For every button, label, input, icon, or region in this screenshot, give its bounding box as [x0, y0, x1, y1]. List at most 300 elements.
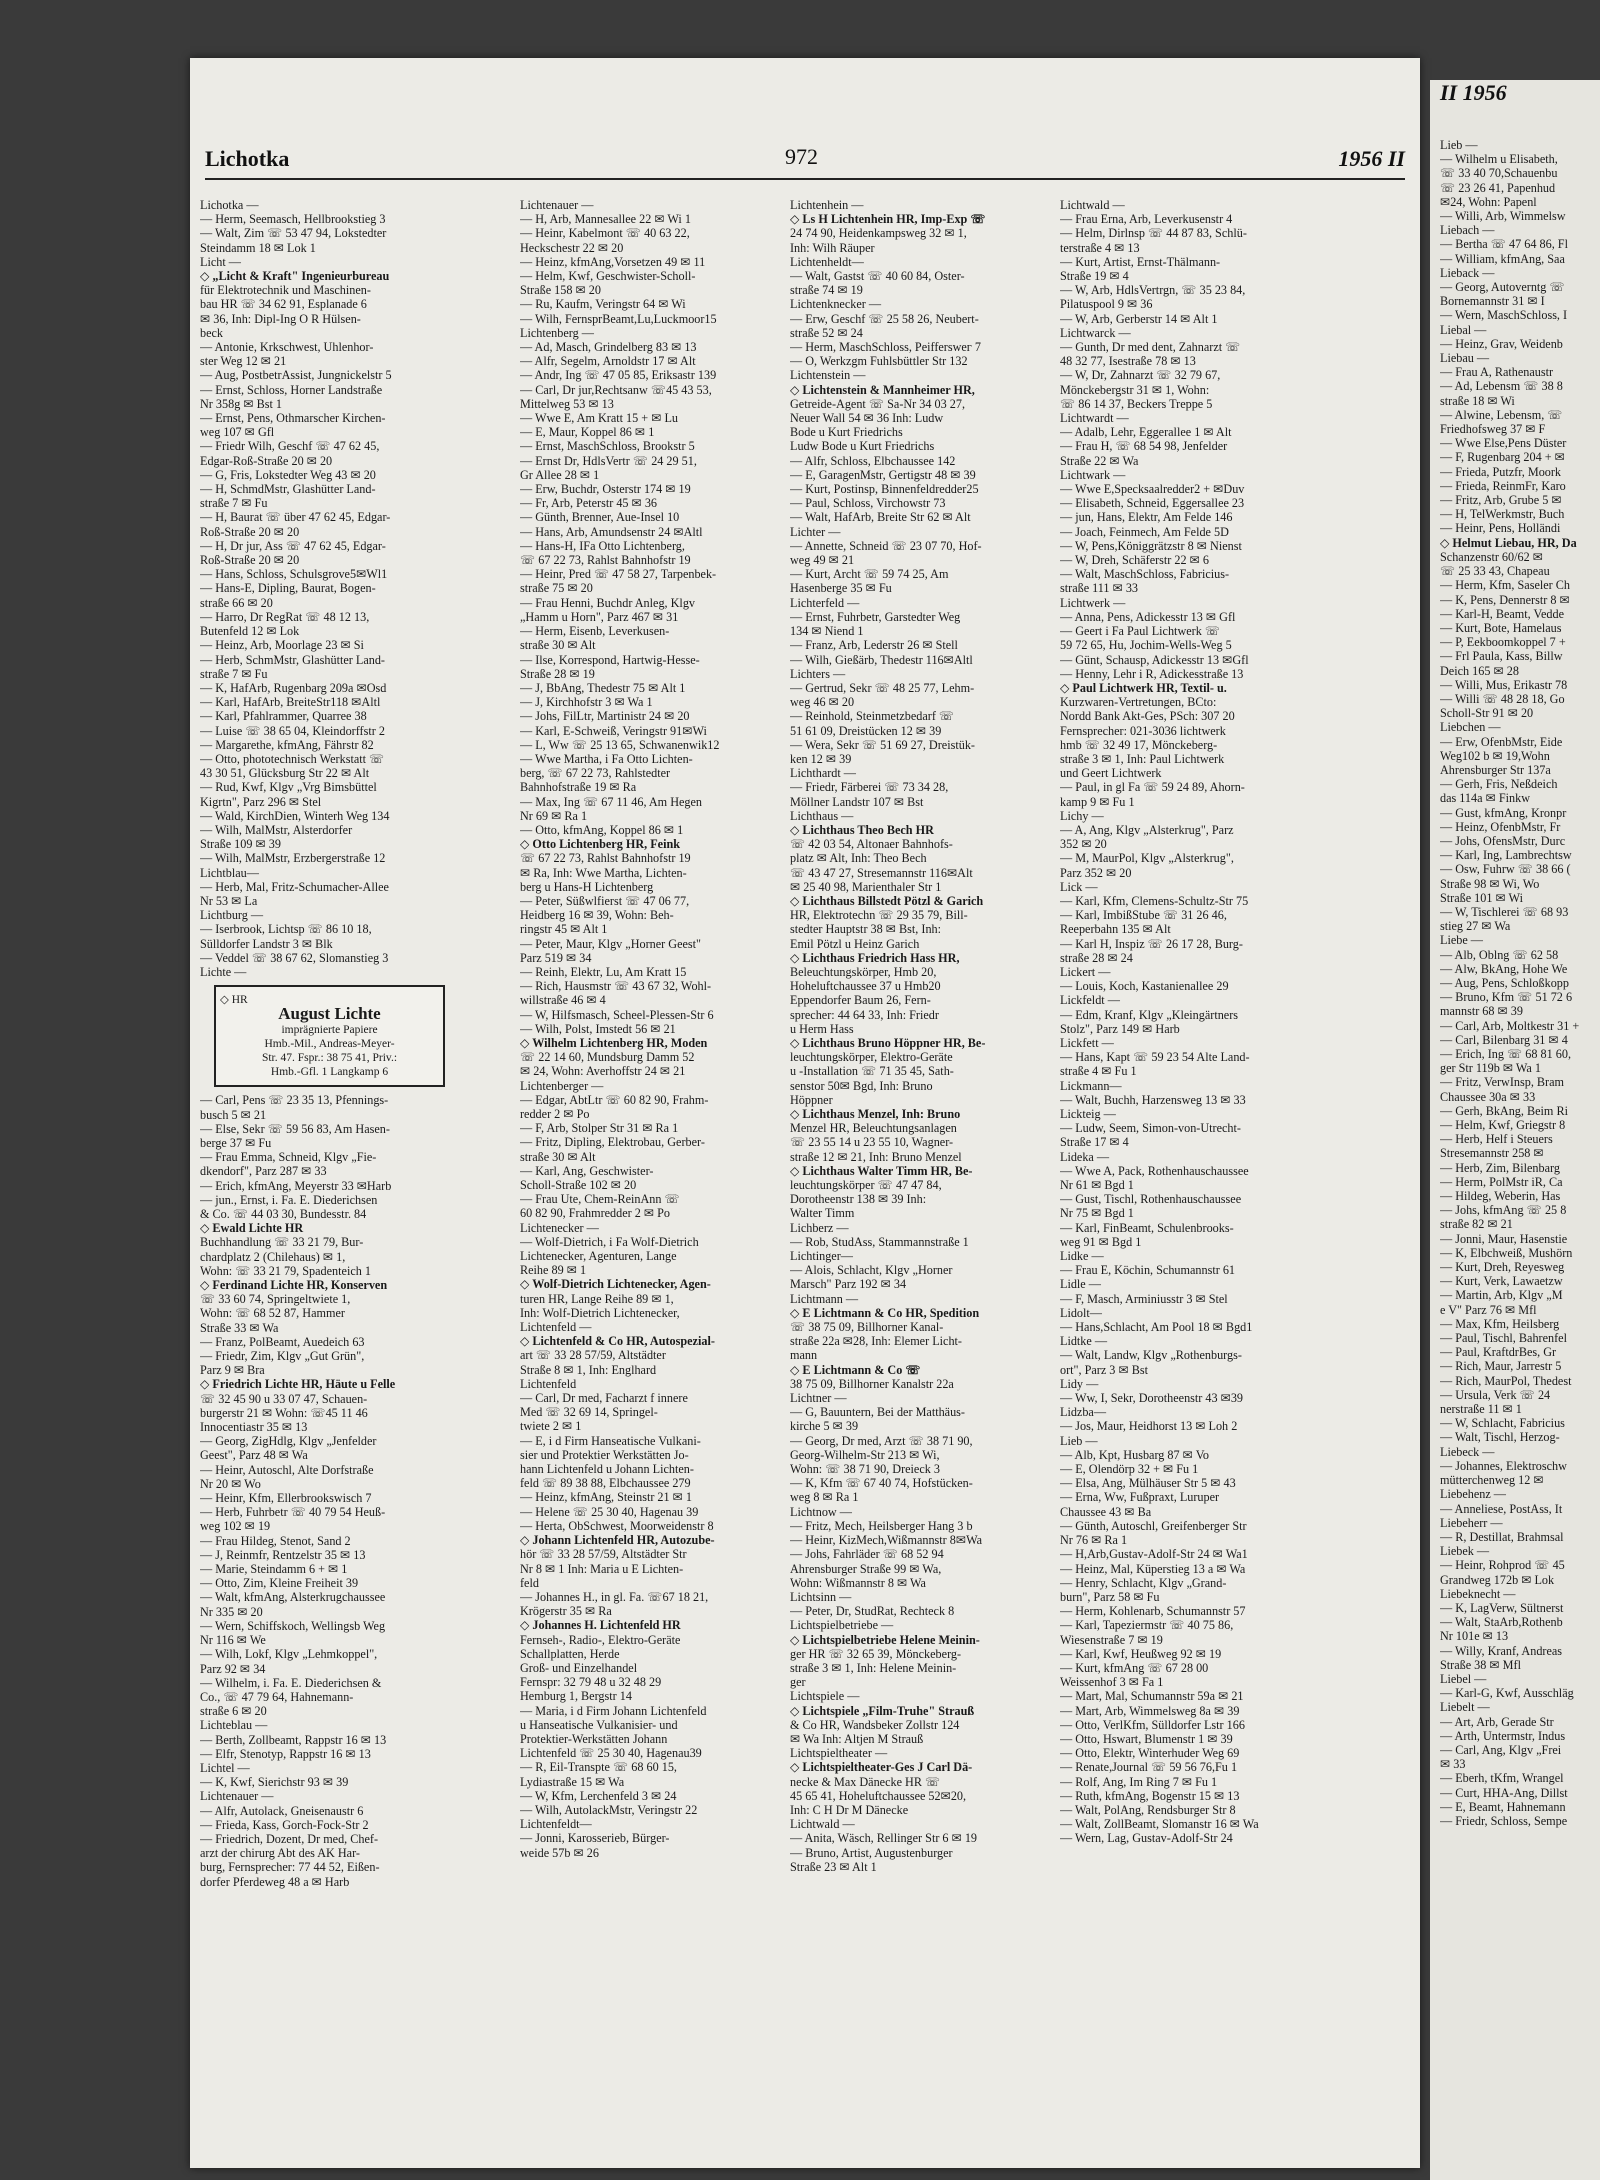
directory-entry-line: — Alfr, Segelm, Arnoldstr 17 ✉ Alt: [520, 354, 696, 369]
directory-entry-line: — Ruth, kfmAng, Bogenstr 15 ✉ 13: [1060, 1788, 1240, 1803]
directory-entry-line: Deich 165 ✉ 28: [1440, 663, 1519, 678]
directory-entry-line: Med ☏ 32 69 14, Springel-: [520, 1405, 658, 1420]
ad-line: imprägnierte Papiere: [281, 1024, 378, 1037]
directory-entry-line: ringstr 45 ✉ Alt 1: [520, 922, 608, 937]
directory-entry-line: Stolz", Parz 149 ✉ Harb: [1060, 1021, 1180, 1036]
directory-entry-line: Liebeherr —: [1440, 1515, 1503, 1530]
directory-entry-line: u Herm Hass: [790, 1021, 854, 1036]
directory-entry-line: Lichtwardt —: [1060, 411, 1129, 426]
directory-entry-line: ☏ 67 22 73, Rahlst Bahnhofstr 19: [520, 553, 691, 568]
next-page-column: [1440, 138, 1600, 1828]
directory-entry-line: — J, Reinmfr, Rentzelstr 35 ✉ 13: [200, 1547, 366, 1562]
directory-entry-line: Lichtenfeld: [520, 1376, 577, 1391]
directory-entry-line: — Herm, Eisenb, Leverkusen-: [520, 624, 670, 639]
directory-entry-line: Bornemannstr 31 ✉ I: [1440, 294, 1545, 309]
directory-entry-line: Lidtke —: [1060, 1334, 1108, 1349]
directory-entry-line: — Ursula, Verk ☏ 24: [1440, 1387, 1551, 1402]
directory-entry-line: — Art, Arb, Gerade Str: [1440, 1714, 1554, 1729]
directory-entry-line: — Heinr, Rohprod ☏ 45: [1440, 1558, 1565, 1573]
directory-entry-line: dorfer Pferdeweg 48 a ✉ Harb: [200, 1874, 350, 1889]
directory-entry-line: — Rich, MaurPol, Thedest: [1440, 1373, 1572, 1388]
directory-entry-line: Weissenhof 3 ✉ Fa 1: [1060, 1675, 1164, 1690]
directory-entry-line: Lichtwald —: [790, 1817, 855, 1832]
directory-entry-line: beck: [200, 325, 224, 340]
directory-entry-line: Lichtenknecker —: [790, 297, 882, 312]
directory-entry-line: — Bertha ☏ 47 64 86, Fl: [1440, 237, 1568, 252]
directory-entry-line: leuchtungskörper ☏ 47 47 84,: [790, 1178, 942, 1193]
directory-entry-line: — Marie, Steindamm 6 + ✉ 1: [200, 1562, 348, 1577]
directory-entry-line: — Antonie, Krkschwest, Uhlenhor-: [200, 340, 374, 355]
directory-entry-line: — Wern, Schiffskoch, Wellingsb Weg: [200, 1618, 386, 1633]
directory-entry-line: feld: [520, 1575, 539, 1590]
directory-entry-line: Lichtenecker —: [520, 1220, 599, 1235]
directory-entry-line: Lichters —: [790, 666, 846, 681]
directory-entry-line: — Bruno, Kfm ☏ 51 72 6: [1440, 990, 1573, 1005]
column-4: [1060, 198, 1305, 2158]
directory-entry-line: ◇ Lichthaus Theo Bech HR: [790, 822, 934, 837]
directory-entry-line: — Wilh, MalMstr, Alsterdorfer: [200, 822, 353, 837]
directory-entry-line: — Wwe A, Pack, Rothenhauschaussee: [1060, 1163, 1249, 1178]
directory-entry-line: Inh: Wolf-Dietrich Lichtenecker,: [520, 1305, 680, 1320]
directory-entry-line: ✉ Wa Inh: Altjen M Strauß: [790, 1731, 924, 1746]
page-header: [205, 138, 1405, 180]
directory-entry-line: Straße 23 ✉ Alt 1: [790, 1859, 877, 1874]
directory-entry-line: — Willi, Mus, Erikastr 78: [1440, 677, 1568, 692]
directory-entry-line: Liebehenz —: [1440, 1487, 1506, 1502]
directory-entry-line: — F, Arb, Stolper Str 31 ✉ Ra 1: [520, 1121, 679, 1136]
directory-entry-line: Lichtblau—: [200, 865, 259, 880]
directory-entry-line: Lichterfeld —: [790, 595, 860, 610]
directory-entry-line: Straße 17 ✉ 4: [1060, 1135, 1129, 1150]
directory-entry-line: — W, Hilfsmasch, Scheel-Plessen-Str 6: [520, 1007, 714, 1022]
directory-entry-line: Nordd Bank Akt-Ges, PSch: 307 20: [1060, 709, 1235, 724]
directory-entry-line: Nr 101e ✉ 13: [1440, 1629, 1509, 1644]
directory-entry-line: straße 7 ✉ Fu: [200, 666, 268, 681]
directory-entry-line: bau HR ☏ 34 62 91, Esplanade 6: [200, 297, 367, 312]
directory-entry-line: Lichtenauer —: [520, 198, 594, 212]
ad-marker: ◇ HR: [220, 994, 248, 1007]
directory-entry-line: — Otto, VerlKfm, Sülldorfer Lstr 166: [1060, 1717, 1245, 1732]
directory-entry-line: Butenfeld 12 ✉ Lok: [200, 624, 300, 639]
directory-entry-line: — Friedr, Zim, Klgv „Gut Grün",: [200, 1349, 365, 1364]
directory-entry-line: 51 61 09, Dreistücken 12 ✉ 39: [790, 723, 942, 738]
directory-entry-line: — Rich, Maur, Jarrestr 5: [1440, 1359, 1562, 1374]
directory-entry-line: leuchtungskörper, Elektro-Geräte: [790, 1050, 953, 1065]
directory-entry-line: Lichy —: [1060, 808, 1104, 823]
directory-entry-line: — Carl, Dr med, Facharzt f innere: [520, 1391, 688, 1406]
directory-entry-line: Wiesenstraße 7 ✉ 19: [1060, 1632, 1163, 1647]
directory-entry-line: Reihe 89 ✉ 1: [520, 1263, 587, 1278]
ad-line: Str. 47. Fspr.: 38 75 41, Priv.:: [261, 1052, 398, 1065]
directory-entry-line: Mönckebergstr 31 ✉ 1, Wohn:: [1060, 382, 1210, 397]
directory-entry-line: burgerstr 21 ✉ Wohn: ☏45 11 46: [200, 1405, 368, 1420]
directory-entry-line: berge 37 ✉ Fu: [200, 1135, 272, 1150]
directory-entry-line: — Maria, i d Firm Johann Lichtenfeld: [520, 1703, 707, 1718]
directory-entry-line: — Walt, kfmAng, Alsterkrugchaussee: [200, 1590, 386, 1605]
directory-entry-line: — Erna, Ww, Fußpraxt, Luruper: [1060, 1490, 1220, 1505]
directory-entry-line: — W, Arb, HdlsVertrgn, ☏ 35 23 84,: [1060, 283, 1246, 298]
directory-entry-line: straße 82 ✉ 21: [1440, 1217, 1513, 1232]
directory-entry-line: straße 7 ✉ Fu: [200, 496, 268, 511]
directory-entry-line: Wohn: ☏ 38 71 90, Dreieck 3: [790, 1462, 940, 1477]
directory-entry-line: — G, Fris, Lokstedter Weg 43 ✉ 20: [200, 467, 376, 482]
directory-entry-line: Scholl-Straße 102 ✉ 20: [520, 1178, 637, 1193]
directory-entry-line: Liebek —: [1440, 1544, 1490, 1559]
directory-entry-line: 45 65 41, Hoheluftchaussee 52✉20,: [790, 1788, 967, 1803]
directory-entry-line: — Georg, ZigHdlg, Klgv „Jenfelder: [200, 1434, 377, 1449]
directory-entry-line: — Peter, Maur, Klgv „Horner Geest": [520, 936, 702, 951]
directory-entry-line: straße 3 ✉ 1, Inh: Helene Meinin-: [790, 1660, 957, 1675]
next-page-edge: [1430, 80, 1600, 2180]
directory-entry-line: Kigrtn", Parz 296 ✉ Stel: [200, 794, 322, 809]
directory-entry-line: Protektier-Werkstätten Johann: [520, 1731, 668, 1746]
directory-entry-line: ◇ Lichtspieltheater-Ges J Carl Dä-: [790, 1760, 973, 1775]
directory-entry-line: — Anita, Wäsch, Rellinger Str 6 ✉ 19: [790, 1831, 978, 1846]
directory-entry-line: — Bruno, Artist, Augustenburger: [790, 1845, 953, 1860]
directory-entry-line: — Elfr, Stenotyp, Rappstr 16 ✉ 13: [200, 1746, 371, 1761]
directory-entry-line: Friedhofsweg 37 ✉ F: [1440, 422, 1546, 437]
directory-entry-line: — Peter, Süßwlfierst ☏ 47 06 77,: [520, 893, 690, 908]
directory-entry-line: — Luise ☏ 38 65 04, Kleindorffstr 2: [200, 723, 385, 738]
directory-entry-line: ✉ 24, Wohn: Averhoffstr 24 ✉ 21: [520, 1064, 686, 1079]
directory-entry-line: — Rolf, Ang, Im Ring 7 ✉ Fu 1: [1060, 1774, 1218, 1789]
directory-entry-line: „Hamm u Horn", Parz 467 ✉ 31: [520, 609, 679, 624]
directory-entry-line: — Heinr, Autoschl, Alte Dorfstraße: [200, 1462, 374, 1477]
directory-entry-line: Lichtinger—: [790, 1249, 853, 1264]
directory-entry-line: — Herta, ObSchwest, Moorweidenstr 8: [520, 1518, 714, 1533]
directory-entry-line: — Frau E, Köchin, Schumannstr 61: [1060, 1263, 1236, 1278]
directory-entry-line: — Karl H, Inspiz ☏ 26 17 28, Burg-: [1060, 936, 1243, 951]
directory-entry-line: — Johs, Fahrläder ☏ 68 52 94: [790, 1547, 944, 1562]
directory-entry-line: — Wilh, MalMstr, Erzbergerstraße 12: [200, 851, 386, 866]
directory-entry-line: feld ☏ 89 38 88, Elbchaussee 279: [520, 1476, 691, 1491]
directory-entry-line: — Karl, ImbißStube ☏ 31 26 46,: [1060, 908, 1227, 923]
directory-entry-line: — Margarethe, kfmAng, Fährstr 82: [200, 737, 374, 752]
directory-entry-line: — Walt, Tischl, Herzog-: [1440, 1430, 1560, 1445]
directory-entry-line: — H, Dr jur, Ass ☏ 47 62 45, Edgar-: [200, 538, 386, 553]
directory-entry-line: — Karl, E-Schweiß, Veringstr 91✉Wi: [520, 723, 707, 738]
directory-entry-line: straße 111 ✉ 33: [1060, 581, 1139, 596]
directory-entry-line: — Frau Erna, Arb, Leverkusenstr 4: [1060, 212, 1233, 227]
directory-entry-line: Steindamm 18 ✉ Lok 1: [200, 240, 316, 255]
directory-entry-line: — Iserbrook, Lichtsp ☏ 86 10 18,: [200, 922, 372, 937]
directory-entry-line: — Andr, Ing ☏ 47 05 85, Eriksastr 139: [520, 368, 717, 383]
directory-entry-line: — R, Destillat, Brahmsal: [1440, 1529, 1564, 1544]
directory-entry-line: ◇ Ls H Lichtenhein HR, Imp-Exp ☏: [790, 212, 986, 227]
directory-entry-line: — Hans, Schloss, Schulsgrove5✉Wl1: [200, 567, 388, 582]
directory-entry-line: — Ww, I, Sekr, Dorotheenstr 43 ✉39: [1060, 1391, 1244, 1406]
directory-entry-line: — Karl, Pfahlrammer, Quarree 38: [200, 709, 367, 724]
directory-entry-line: — Ernst Dr, HdlsVertr ☏ 24 29 51,: [520, 453, 697, 468]
directory-entry-line: Georg-Wilhelm-Str 213 ✉ Wi,: [790, 1447, 940, 1462]
directory-entry-line: weg 91 ✉ Bgd 1: [1060, 1234, 1142, 1249]
directory-entry-line: Parz 92 ✉ 34: [200, 1661, 266, 1676]
next-page-header: II 1956: [1440, 80, 1507, 105]
directory-entry-line: ◇ Wolf-Dietrich Lichtenecker, Agen-: [520, 1277, 711, 1292]
directory-entry-line: — K, Elbchweiß, Mushörn: [1440, 1245, 1573, 1260]
directory-entry-line: — W, Tischlerei ☏ 68 93: [1440, 904, 1569, 919]
directory-entry-line: Groß- und Einzelhandel: [520, 1660, 638, 1675]
directory-entry-line: für Elektrotechnik und Maschinen-: [200, 283, 371, 298]
directory-entry-line: Geest", Parz 48 ✉ Wa: [200, 1448, 308, 1463]
directory-entry-line: — Adalb, Lehr, Eggerallee 1 ✉ Alt: [1060, 425, 1232, 440]
directory-entry-line: — Heinr, Kfm, Ellerbrookswisch 7: [200, 1491, 372, 1506]
directory-entry-line: Nr 20 ✉ Wo: [200, 1476, 261, 1491]
directory-entry-line: — F, Rugenbarg 204 + ✉: [1440, 450, 1565, 465]
directory-entry-line: — Wilh, AutolackMstr, Veringstr 22: [520, 1802, 698, 1817]
directory-entry-line: Lidle —: [1060, 1277, 1101, 1292]
directory-entry-line: — Willi, Arb, Wimmelsw: [1440, 209, 1566, 224]
directory-entry-line: turen HR, Lange Reihe 89 ✉ 1,: [520, 1291, 674, 1306]
directory-entry-line: — G, Bauuntern, Bei der Matthäus-: [790, 1405, 965, 1420]
directory-entry-line: Ahrensburger Str 137a: [1440, 762, 1551, 777]
advertisement-box: [214, 985, 445, 1087]
directory-entry-line: — Max, Ing ☏ 67 11 46, Am Hegen: [520, 794, 703, 809]
directory-entry-line: — Helm, Kwf, Geschwister-Scholl-: [520, 269, 696, 284]
directory-entry-line: redder 2 ✉ Po: [520, 1107, 590, 1121]
directory-entry-line: — Ilse, Korrespond, Hartwig-Hesse-: [520, 652, 700, 667]
directory-entry-line: — M, MaurPol, Klgv „Alsterkrug",: [1060, 851, 1234, 866]
directory-entry-line: — Wilhelm, i. Fa. E. Diederichsen &: [200, 1675, 382, 1690]
directory-entry-line: — Herm, PolMstr iR, Ca: [1440, 1174, 1563, 1189]
directory-entry-line: ✉ Ra, Inh: Wwe Martha, Lichten-: [520, 865, 687, 880]
directory-entry-line: — Wilh, FernsprBeamt,Lu,Luckmoor15: [520, 311, 717, 326]
directory-entry-line: — W, Schlacht, Fabricius: [1440, 1416, 1565, 1431]
directory-entry-line: Parz 519 ✉ 34: [520, 950, 592, 965]
directory-entry-line: — Edgar, AbtLtr ☏ 60 82 90, Frahm-: [520, 1092, 709, 1107]
directory-entry-line: ◇ Lichthaus Bruno Höppner HR, Be-: [790, 1035, 986, 1050]
ad-title: August Lichte: [278, 1004, 381, 1024]
directory-entry-line: 48 32 77, Isestraße 78 ✉ 13: [1060, 354, 1196, 369]
directory-entry-line: Licht —: [200, 254, 241, 269]
directory-entry-line: ☏ 25 33 43, Chapeau: [1440, 564, 1550, 579]
directory-entry-line: Liebchen —: [1440, 720, 1501, 735]
directory-entry-line: ☏ 33 40 70,Schauenbu: [1440, 166, 1558, 181]
directory-entry-line: — Herm, MaschSchloss, Peifferswег 7: [790, 340, 981, 355]
directory-entry-line: hör ☏ 33 28 57/59, Altstädter Str: [520, 1547, 687, 1562]
directory-entry-line: — Wwe Else,Pens Düster: [1440, 436, 1567, 451]
directory-entry-line: u Hanseatische Vulkanisier- und: [520, 1717, 678, 1732]
directory-entry-line: Lickfeldt —: [1060, 993, 1120, 1008]
directory-entry-line: — Otto, Elektr, Winterhuder Weg 69: [1060, 1746, 1240, 1761]
directory-entry-line: — Carl, Arb, Moltkestr 31 +: [1440, 1018, 1580, 1033]
directory-entry-line: straße 4 ✉ Fu 1: [1060, 1064, 1137, 1079]
directory-entry-line: ◇ Wilhelm Lichtenberg HR, Moden: [520, 1035, 708, 1050]
directory-entry-line: Hasenberge 35 ✉ Fu: [790, 581, 892, 596]
directory-entry-line: e V" Parz 76 ✉ Mfl: [1440, 1302, 1537, 1317]
directory-entry-line: ☏ 23 55 14 u 23 55 10, Wagner-: [790, 1135, 954, 1150]
directory-entry-line: Wohn: ☏ 33 21 79, Spadenteich 1: [200, 1263, 371, 1278]
directory-entry-line: hann Lichtenfeld u Johann Lichten-: [520, 1462, 694, 1477]
directory-entry-line: — Ernst, Schloss, Horner Landstraße: [200, 382, 383, 397]
directory-entry-line: Lichteblau —: [200, 1718, 268, 1733]
directory-entry-line: — Frieda, Putzfr, Moork: [1440, 464, 1562, 479]
directory-entry-line: — W, Kfm, Lerchenfeld 3 ✉ 24: [520, 1788, 677, 1803]
page-number: 972: [785, 144, 818, 169]
directory-entry-line: — Elisabeth, Schneid, Eggersallee 23: [1060, 496, 1245, 511]
directory-entry-line: Lichtenberger —: [520, 1078, 604, 1093]
directory-entry-line: straße 66 ✉ 20: [200, 595, 273, 610]
directory-entry-line: ✉24, Wohn: Papenl: [1440, 194, 1537, 209]
directory-entry-line: — Fritz, VerwInsp, Bram: [1440, 1075, 1565, 1090]
directory-entry-line: Straße 8 ✉ 1, Inh: Englhard: [520, 1362, 657, 1377]
directory-entry-line: Lichte —: [200, 964, 247, 979]
directory-entry-line: — H, Baurat ☏ über 47 62 45, Edgar-: [200, 510, 391, 525]
directory-entry-line: — Alb, Oblng ☏ 62 58: [1440, 947, 1559, 962]
directory-entry-line: — Walt, Zim ☏ 53 47 94, Lokstedter: [200, 226, 387, 241]
directory-entry-line: — A, Ang, Klgv „Alsterkrug", Parz: [1060, 822, 1234, 837]
directory-entry-line: — Walt, Gastst ☏ 40 60 84, Oster-: [790, 269, 965, 284]
directory-entry-line: — Edm, Kranf, Klgv „Kleingärtners: [1060, 1007, 1239, 1022]
directory-entry-line: — F, Masch, Arminiusstr 3 ✉ Stel: [1060, 1291, 1228, 1306]
directory-entry-line: — Erw, Buchdr, Osterstr 174 ✉ 19: [520, 482, 691, 497]
directory-entry-line: — Johs, kfmAng ☏ 25 8: [1440, 1203, 1567, 1218]
directory-entry-line: Inh: C H Dr M Dänecke: [790, 1802, 909, 1817]
directory-entry-line: — H, TelWerkmstr, Buch: [1440, 507, 1565, 522]
directory-entry-line: — Wwe E, Am Kratt 15 + ✉ Lu: [520, 411, 679, 426]
directory-entry-line: 59 72 65, Hu, Jochim-Wells-Weg 5: [1060, 638, 1232, 653]
directory-entry-line: — Fritz, Mech, Heilsberger Hang 3 b: [790, 1518, 973, 1533]
directory-entry-line: kirche 5 ✉ 39: [790, 1419, 859, 1434]
directory-entry-line: straße 30 ✉ Alt: [520, 638, 596, 653]
directory-entry-line: Lidy —: [1060, 1376, 1099, 1391]
directory-entry-line: ◇ Lichtspielbetriebe Helene Meinin-: [790, 1632, 980, 1647]
directory-entry-line: Lick —: [1060, 879, 1098, 894]
directory-entry-line: Straße 22 ✉ Wa: [1060, 453, 1139, 468]
directory-entry-line: Schallplatten, Herde: [520, 1646, 620, 1661]
directory-entry-line: Lichtspiele —: [790, 1689, 860, 1704]
directory-entry-line: ◇ Ewald Lichte HR: [200, 1221, 304, 1236]
directory-entry-line: dkendorf", Parz 287 ✉ 33: [200, 1164, 327, 1179]
directory-entry-line: — Aug, PostbetrAssist, Jungnickelstr 5: [200, 368, 392, 383]
directory-page: [190, 58, 1420, 2168]
directory-entry-line: — Heinr, Pens, Holländi: [1440, 521, 1561, 536]
directory-entry-line: — K, Kwf, Sierichstr 93 ✉ 39: [200, 1775, 349, 1790]
directory-entry-line: ◇ E Lichtmann & Co HR, Spedition: [790, 1305, 980, 1320]
directory-entry-line: 38 75 09, Billhorner Kanalstr 22a: [790, 1376, 954, 1391]
directory-entry-line: — W, Dr, Zahnarzt ☏ 32 79 67,: [1060, 368, 1221, 383]
directory-entry-line: — Herm, Kfm, Saseler Ch: [1440, 578, 1570, 593]
directory-entry-line: — Paul, in gl Fa ☏ 59 24 89, Ahorn-: [1060, 780, 1245, 795]
directory-entry-line: ☏ 38 75 09, Billhorner Kanal-: [790, 1320, 944, 1335]
directory-entry-line: Lidolt—: [1060, 1305, 1102, 1320]
directory-entry-line: — William, kfmAng, Saa: [1440, 251, 1565, 266]
directory-entry-line: Hemburg 1, Bergstr 14: [520, 1689, 632, 1704]
directory-entry-line: ger: [790, 1675, 806, 1690]
directory-entry-line: — Renate,Journal ☏ 59 56 76,Fu 1: [1060, 1760, 1238, 1775]
directory-entry-line: — Otto, Hswart, Blumenstr 1 ✉ 39: [1060, 1731, 1233, 1746]
directory-entry-line: straße 12 ✉ 21, Inh: Bruno Menzel: [790, 1149, 962, 1164]
directory-entry-line: — Alb, Kpt, Husbarg 87 ✉ Vo: [1060, 1447, 1210, 1462]
directory-entry-line: — Karl, HafArb, BreiteStr118 ✉Altl: [200, 695, 381, 710]
directory-entry-line: — Walt, MaschSchloss, Fabricius-: [1060, 567, 1230, 582]
directory-entry-line: ger Str 119b ✉ Wa 1: [1440, 1061, 1541, 1076]
directory-entry-line: ◇ Ferdinand Lichte HR, Konserven: [200, 1278, 388, 1293]
directory-entry-line: ☏ 23 26 41, Papenhud: [1440, 180, 1556, 195]
directory-entry-line: — Anna, Pens, Adickesstr 13 ✉ Gfl: [1060, 609, 1236, 624]
directory-entry-line: — Wilh, Polst, Imstedt 56 ✉ 21: [520, 1021, 676, 1036]
directory-entry-line: Co., ☏ 47 79 64, Hahnemann-: [200, 1689, 354, 1704]
directory-entry-line: ken 12 ✉ 39: [790, 751, 852, 766]
directory-entry-line: ☏ 86 14 37, Beckers Treppe 5: [1060, 396, 1213, 411]
directory-entry-line: ☏ 67 22 73, Rahlst Bahnhofstr 19: [520, 851, 691, 866]
directory-entry-line: Menzel HR, Beleuchtungsanlagen: [790, 1121, 957, 1136]
directory-entry-line: — Harro, Dr RegRat ☏ 48 12 13,: [200, 609, 370, 624]
directory-entry-line: — Johannes H., in gl. Fa. ☏67 18 21,: [520, 1589, 709, 1604]
directory-entry-line: — Joach, Feinmech, Am Felde 5D: [1060, 524, 1229, 539]
directory-entry-line: — Henry, Schlacht, Klgv „Grand-: [1060, 1575, 1227, 1590]
directory-entry-line: Nr 53 ✉ La: [200, 893, 258, 908]
directory-entry-line: twiete 2 ✉ 1: [520, 1419, 582, 1434]
directory-entry-line: — Frau Henni, Buchdr Anleg, Klgv: [520, 595, 696, 610]
directory-entry-line: Lichthaus —: [790, 808, 854, 823]
directory-entry-line: Nr 8 ✉ 1 Inh: Maria u E Lichten-: [520, 1561, 684, 1576]
directory-entry-line: Lichtenberg —: [520, 325, 594, 340]
directory-entry-line: ◇ Friedrich Lichte HR, Häute u Felle: [200, 1377, 396, 1392]
directory-entry-line: — Alfr, Autolack, Gneisenaustr 6: [200, 1803, 364, 1818]
directory-entry-line: — Erw, Geschf ☏ 25 58 26, Neubert-: [790, 311, 979, 326]
directory-entry-line: — K, Pens, Dennerstr 8 ✉: [1440, 592, 1570, 607]
directory-entry-line: Lickert —: [1060, 964, 1111, 979]
directory-entry-line: Mittelweg 53 ✉ 13: [520, 396, 614, 411]
directory-entry-line: — Otto, phototechnisch Werkstatt ☏: [200, 751, 385, 766]
directory-entry-line: Bahnhofstraße 19 ✉ Ra: [520, 780, 637, 795]
directory-entry-line: Lichberz —: [790, 1220, 849, 1235]
directory-entry-line: — Gunth, Dr med dent, Zahnarzt ☏: [1060, 340, 1241, 355]
directory-entry-line: hmb ☏ 32 49 17, Mönckeberg-: [1060, 737, 1218, 752]
directory-entry-line: Nr 75 ✉ Bgd 1: [1060, 1206, 1134, 1221]
directory-entry-line: — H, SchmdMstr, Glashütter Land-: [200, 482, 376, 497]
directory-entry-line: ◇ Lichtenfeld & Co HR, Autospezial-: [520, 1334, 715, 1349]
directory-entry-line: — Martin, Arb, Klgv „M: [1440, 1288, 1563, 1303]
directory-entry-line: — Ru, Kaufm, Veringstr 64 ✉ Wi: [520, 297, 686, 312]
directory-entry-line: ☏ 32 45 90 u 33 07 47, Schauen-: [200, 1391, 368, 1406]
directory-entry-line: — Heinr, Kabelmont ☏ 40 63 22,: [520, 226, 690, 241]
directory-entry-line: — Frau Hildeg, Stenot, Sand 2: [200, 1533, 351, 1548]
directory-entry-line: Inh: Wilh Räuper: [790, 240, 875, 255]
directory-entry-line: Lichtenfeldt—: [520, 1817, 592, 1832]
directory-entry-line: — Carl, Pens ☏ 23 35 13, Pfennings-: [200, 1093, 389, 1108]
directory-entry-line: Fernspr: 32 79 48 u 32 48 29: [520, 1675, 662, 1690]
directory-entry-line: Stresemannstr 258 ✉: [1440, 1146, 1544, 1161]
directory-entry-line: — Hans, Kapt ☏ 59 23 54 Alte Land-: [1060, 1050, 1250, 1065]
directory-entry-line: straße 6 ✉ 20: [200, 1704, 267, 1719]
directory-entry-line: Bode u Kurt Friedrichs: [790, 425, 903, 440]
directory-entry-line: — Helm, Dirlnsp ☏ 44 87 83, Schlü-: [1060, 226, 1247, 241]
directory-entry-line: straße 74 ✉ 19: [790, 283, 863, 298]
directory-entry-line: Ludw Bode u Kurt Friedrichs: [790, 439, 935, 454]
directory-entry-line: Lidzba—: [1060, 1405, 1107, 1420]
directory-entry-line: — Mart, Mal, Schumannstr 59a ✉ 21: [1060, 1689, 1244, 1704]
directory-entry-line: Straße 109 ✉ 39: [200, 837, 281, 852]
column-2: [520, 198, 765, 2158]
directory-entry-line: ☏ 43 47 27, Stresemannstr 116✉Alt: [790, 865, 973, 880]
directory-entry-line: Lichtenauer —: [200, 1789, 274, 1804]
directory-entry-line: — Heinz, kfmAng,Vorsetzen 49 ✉ 11: [520, 254, 706, 269]
directory-entry-line: Krögerstr 35 ✉ Ra: [520, 1604, 612, 1619]
directory-entry-line: — W, Dreh, Schäferstr 22 ✉ 6: [1060, 553, 1209, 568]
directory-entry-line: — Walt, StaArb,Rothenb: [1440, 1615, 1563, 1630]
directory-entry-line: — Fritz, Dipling, Elektrobau, Gerber-: [520, 1135, 705, 1150]
directory-entry-line: Lickmann—: [1060, 1078, 1122, 1093]
directory-entry-line: Walter Timm: [790, 1206, 855, 1221]
directory-entry-line: ◇ Helmut Liebau, HR, Da: [1440, 535, 1577, 550]
directory-entry-line: — Ad, Masch, Grindelberg 83 ✉ 13: [520, 340, 697, 355]
directory-entry-line: — H,Arb,Gustav-Adolf-Str 24 ✉ Wa1: [1060, 1547, 1248, 1562]
directory-entry-line: — Heinr, KizMech,Wißmannstr 8✉Wa: [790, 1533, 983, 1548]
directory-entry-line: Liebal —: [1440, 322, 1487, 337]
directory-entry-line: — Ludw, Seem, Simon-von-Utrecht-: [1060, 1121, 1241, 1136]
